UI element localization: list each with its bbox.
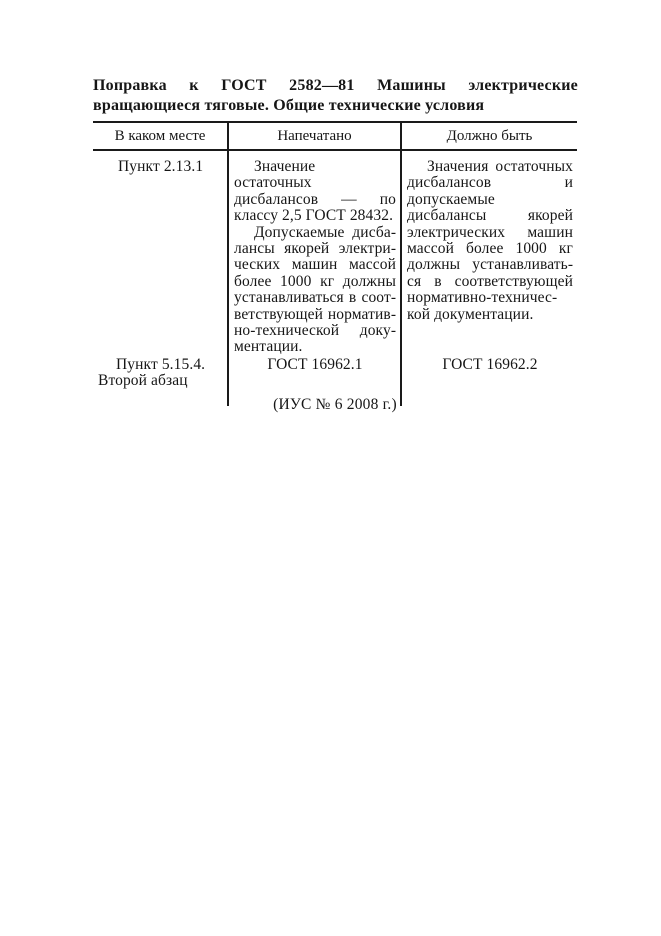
table-header-row bbox=[93, 122, 577, 150]
location-text: Пункт 5.15.4. Второй абзац bbox=[98, 355, 206, 390]
cell-should-be bbox=[401, 150, 577, 356]
column-header-location: В каком месте bbox=[93, 122, 228, 150]
location-text: Пункт 2.13.1 bbox=[118, 158, 204, 175]
table-row bbox=[93, 150, 577, 356]
cell-printed bbox=[228, 150, 401, 356]
printed-paragraph: Значение остаточных дисбалансов — по классу 2,5 ГОСТ 28432. bbox=[234, 158, 396, 225]
source-note: (ИУС № 6 2008 г.) bbox=[273, 396, 397, 413]
cell-location bbox=[93, 150, 228, 356]
should-be-paragraph: ГОСТ 16962.2 bbox=[442, 355, 538, 373]
printed-paragraph: ГОСТ 16962.1 bbox=[267, 355, 363, 373]
correction-table bbox=[93, 121, 577, 406]
printed-paragraph: Допускаемые дисбалансы якорей электрических машин массой более 1000 кг должны устанавливаться в соответствующей нормативно-технической документации. bbox=[234, 223, 396, 356]
document-title: Поправка к ГОСТ 2582—81 Машины электрические вращающиеся тяговые. Общие технические условия bbox=[93, 77, 578, 114]
should-be-paragraph: Значения остаточных дисбалансов и допускаемые дисбалансы якорей электрических машин массой более 1000 кг должны устанавливаться в соответствующей нормативно-технической документации. bbox=[407, 158, 573, 323]
column-header-printed: Напечатано bbox=[228, 122, 401, 150]
column-header-should-be: Должно быть bbox=[401, 122, 577, 150]
